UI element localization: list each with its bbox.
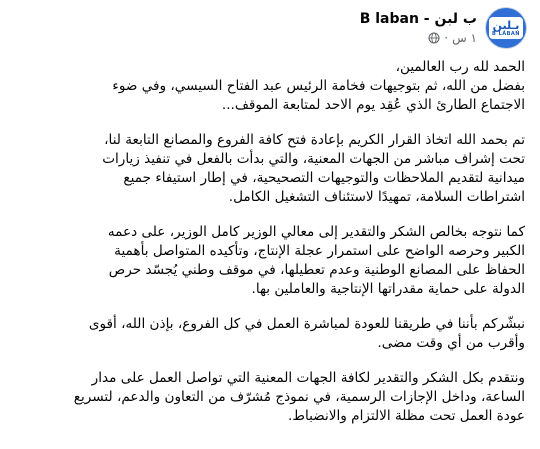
post-line: ونتقدم بكل الشكر والتقدير لكافة الجهات المعنية التي تواصل العمل على مدار bbox=[91, 370, 525, 386]
post-line: تم بحمد الله اتخاذ القرار الكريم بإعادة فتح كافة الفروع والمصانع التابعة لنا، bbox=[104, 132, 525, 148]
post-line: الكبير وحرصه الواضح على استمرار عجلة الإنتاج، وتأكيده المتواصل بأهمية bbox=[114, 243, 525, 259]
post-line: الحفاظ على المصانع الوطنية وعدم تعطيلها، في موقف وطني يُجسّد حرص bbox=[108, 262, 525, 278]
post-line: تحت إشراف مباشر من الجهات المعنية، والتي بدأت بالفعل في تنفيذ زيارات bbox=[102, 151, 525, 167]
post-meta bbox=[360, 10, 477, 46]
post-header bbox=[0, 6, 527, 50]
logo-word: بـلبن bbox=[492, 18, 520, 32]
page-name-link[interactable]: ب لبن - B laban bbox=[359, 11, 477, 27]
meta-separator: · bbox=[444, 31, 449, 45]
post-time[interactable]: ١ س bbox=[452, 31, 477, 45]
post-line: الدولة على حماية مقدراتها الإنتاجية والعاملين بها. bbox=[251, 281, 525, 297]
post-line: اشتراطات السلامة، تمهيدًا لاستئناف التشغيل الكامل. bbox=[228, 189, 525, 205]
post-line: الحمد لله رب العالمين، bbox=[395, 59, 525, 75]
post-line: كما نتوجه بخالص الشكر والتقدير إلى معالي الوزير كامل الوزير، على دعمه bbox=[107, 224, 525, 240]
post-body bbox=[14, 58, 525, 442]
brand-logo bbox=[489, 17, 523, 39]
post-line: ميدانية لتقديم الملاحظات والتوجيهات التصحيحية، في إطار استيفاء جميع bbox=[123, 170, 525, 186]
post-line: عودة العمل تحت مظلة الالتزام والانضباط. bbox=[288, 408, 525, 424]
post-paragraph bbox=[14, 223, 525, 299]
post-line: الساعة، وداخل الإجازات الرسمية، في نموذج مُشرّف من التعاون والدعم، لتسريع bbox=[73, 389, 525, 405]
post-paragraph bbox=[14, 131, 525, 207]
post-line: الاجتماع الطارئ الذي عُقِد يوم الاحد لمتابعة الموقف... bbox=[221, 97, 525, 113]
post-paragraph bbox=[14, 315, 525, 353]
logo-subtitle: B LABAN bbox=[492, 30, 520, 37]
page-avatar[interactable] bbox=[485, 7, 527, 49]
post-paragraph bbox=[14, 369, 525, 426]
globe-icon[interactable] bbox=[428, 32, 440, 44]
post-line: بفضل من الله، ثم بتوجيهات فخامة الرئيس عبد الفتاح السيسي، وفي ضوء bbox=[112, 78, 525, 94]
post-paragraph bbox=[14, 58, 525, 115]
post-line: وأقرب من أي وقت مضى. bbox=[377, 335, 525, 351]
post-sub-meta bbox=[360, 30, 477, 46]
post-line: نبشّركم بأننا في طريقنا للعودة لمباشرة العمل في كل الفروع، بإذن الله، أقوى bbox=[88, 316, 525, 332]
